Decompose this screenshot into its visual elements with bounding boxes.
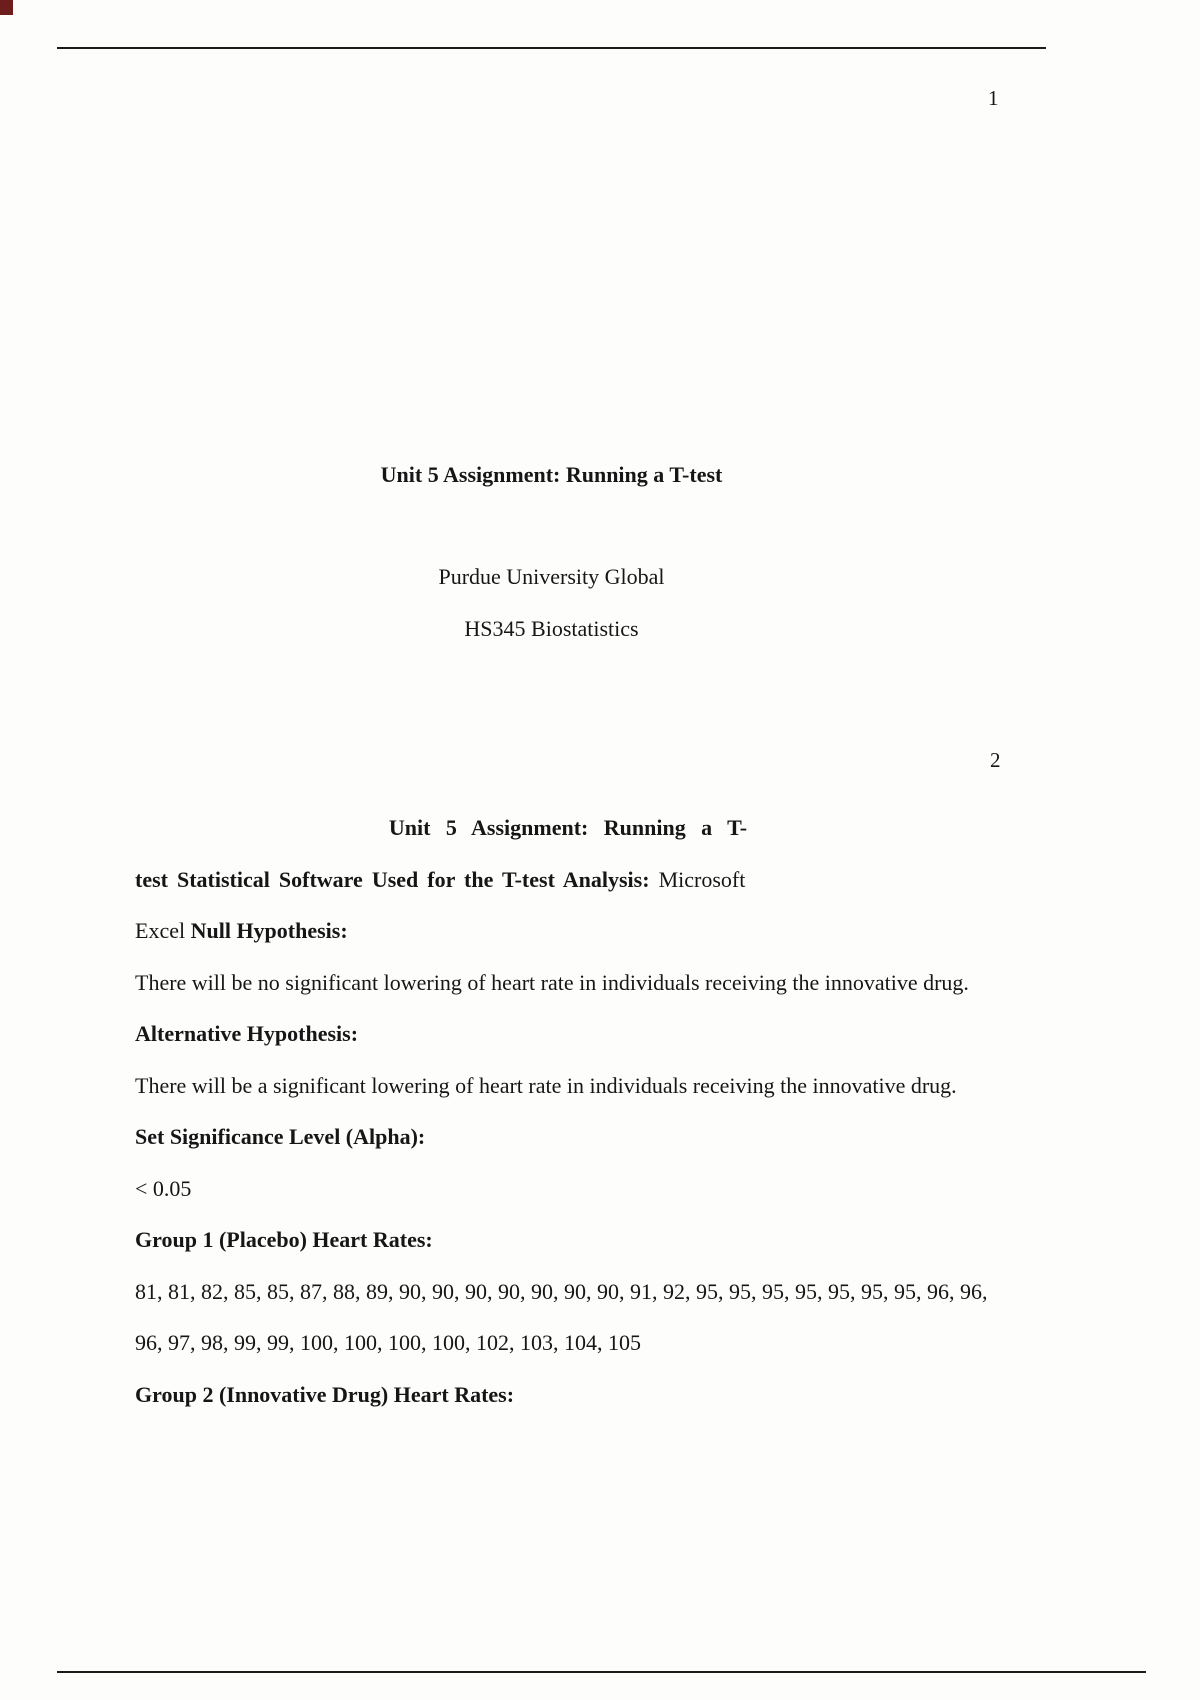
page1-title: Unit 5 Assignment: Running a T-test (380, 462, 723, 487)
software-used-label: test Statistical Software Used for the T-test Analysis: (135, 866, 650, 892)
group1-label: Group 1 (Placebo) Heart Rates: (135, 1227, 433, 1252)
alpha-value: < 0.05 (135, 1175, 192, 1201)
bottom-rule (57, 1671, 1146, 1673)
null-hypothesis-label-line (135, 905, 1001, 957)
group1-values-line1: 81, 81, 82, 85, 85, 87, 88, 89, 90, 90, 90, 90, 90, 90, 90, 91, 92, 95, 95, 95, 95, 95, 95, 95, 96, 96, (135, 1278, 988, 1304)
scan-artifact-corner (0, 0, 13, 15)
page2-body (135, 802, 1001, 1420)
alternative-hypothesis-label: Alternative Hypothesis: (135, 1021, 359, 1046)
institution-line: Purdue University Global (438, 564, 665, 589)
excel-prefix: Excel (135, 918, 186, 943)
course-line: HS345 Biostatistics (464, 616, 639, 641)
group1-values-line2: 96, 97, 98, 99, 99, 100, 100, 100, 100, 102, 103, 104, 105 (135, 1330, 641, 1355)
software-used-value: Microsoft (658, 866, 746, 892)
alternative-hypothesis-text: There will be a significant lowering of heart rate in individuals receiving the innovative drug. (135, 1072, 957, 1098)
page2-heading: Unit 5 Assignment: Running a T- (388, 815, 748, 840)
null-hypothesis-label: Null Hypothesis: (190, 918, 348, 943)
group2-label: Group 2 (Innovative Drug) Heart Rates: (135, 1381, 515, 1407)
top-rule (57, 47, 1046, 49)
null-hypothesis-text: There will be no significant lowering of heart rate in individuals receiving the innovative drug. (135, 969, 969, 995)
software-used-line (135, 854, 1001, 906)
alpha-label: Set Significance Level (Alpha): (135, 1124, 426, 1149)
page-number-1: 1 (988, 86, 999, 110)
page-number-2: 2 (990, 748, 1001, 772)
